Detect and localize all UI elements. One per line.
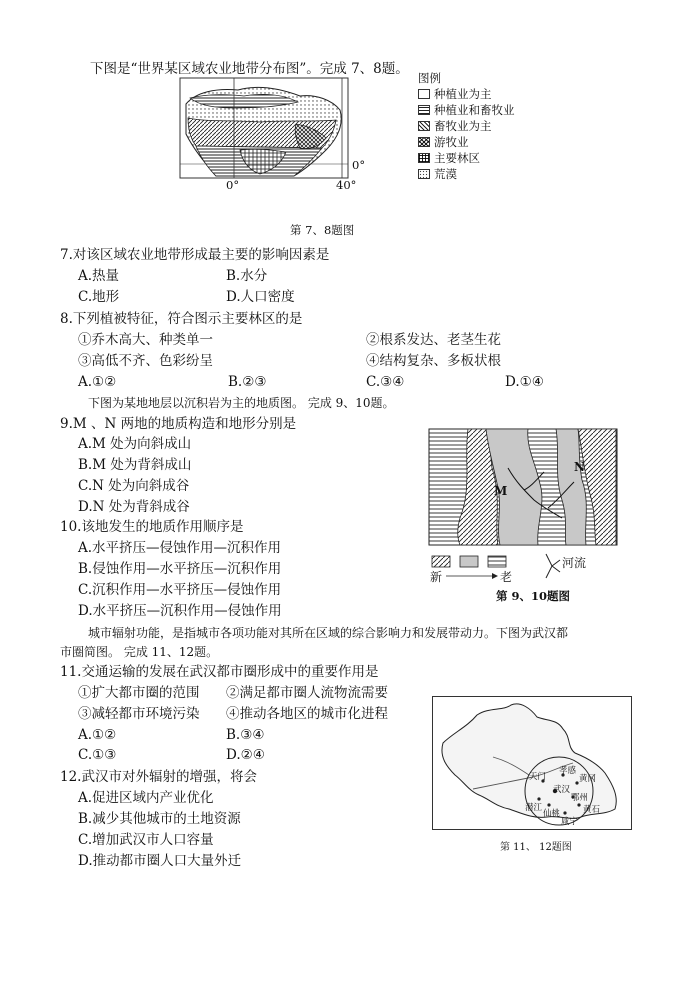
legend-label: 主要林区 <box>434 151 480 165</box>
q12-option-b: B.减少其他城市的土地资源 <box>78 811 241 827</box>
q7-option-c: C.地形 <box>78 289 120 305</box>
city-label: 武汉 <box>553 785 571 795</box>
legend-label: 畜牧业为主 <box>434 119 492 133</box>
legend-swatch <box>418 89 430 99</box>
q7-option-d: D.人口密度 <box>226 289 295 305</box>
q11-option-c: C.①③ <box>78 747 117 763</box>
intro-11-12-line2: 市圈简图。 完成 11、12题。 <box>60 645 219 659</box>
q9-stem: 9.M 、N 两地的地质构造和地形分别是 <box>60 416 297 432</box>
legend-item <box>418 86 492 102</box>
q11-item-4: ④推动各地区的城市化进程 <box>226 706 388 722</box>
city-label: 黄石 <box>583 805 601 815</box>
q11-item-1: ①扩大都市圈的范围 <box>78 685 200 701</box>
legend-label: 荒漠 <box>434 167 457 181</box>
q12-option-a: A.促进区域内产业优化 <box>78 790 214 806</box>
q10-option-a: A.水平挤压—侵蚀作用—沉积作用 <box>78 540 282 556</box>
q7-stem: 7.对该区域农业地带形成最主要的影响因素是 <box>60 247 330 263</box>
legend-new: 新 <box>430 570 443 584</box>
figure-caption-11-12: 第 11、 12题图 <box>500 842 572 853</box>
legend-item <box>418 102 515 118</box>
q8-stem: 8.下列植被特征，符合图示主要林区的是 <box>60 311 303 327</box>
legend-old: 老 <box>500 570 513 584</box>
city-label: 黄冈 <box>579 774 597 784</box>
q8-option-a: A.①② <box>78 374 117 390</box>
figure-caption-9-10: 第 9、10题图 <box>496 589 571 603</box>
legend-label: 种植业和畜牧业 <box>434 103 515 117</box>
q11-option-a: A.①② <box>78 727 117 743</box>
q12-stem: 12.武汉市对外辐射的增强，将会 <box>60 769 257 785</box>
map-tick-40-lon: 40° <box>336 178 357 192</box>
q11-item-3: ③减轻都市环境污染 <box>78 706 200 722</box>
label-n: N <box>574 460 585 474</box>
q9-option-c: C.N 处为向斜成谷 <box>78 478 190 494</box>
q8-item-1: ①乔木高大、种类单一 <box>78 332 213 348</box>
q8-option-c: C.③④ <box>366 374 405 390</box>
q8-option-b: B.②③ <box>228 374 267 390</box>
label-m: M <box>494 484 508 498</box>
map-tick-0-lon: 0° <box>226 178 240 192</box>
geology-map <box>428 428 628 600</box>
city-label: 仙桃 <box>543 809 561 819</box>
q8-option-d: D.①④ <box>505 374 544 390</box>
q9-option-a: A.M 处为向斜成山 <box>78 436 192 452</box>
legend-label: 种植业为主 <box>434 87 492 101</box>
wuhan-map-figure <box>432 696 632 830</box>
city-label: 鄂州 <box>571 793 589 803</box>
legend-swatch <box>418 121 430 131</box>
q7-option-a: A.热量 <box>78 268 120 284</box>
map-legend-title: 图例 <box>418 71 441 85</box>
q11-stem: 11.交通运输的发展在武汉都市圈形成中的重要作用是 <box>60 664 379 680</box>
geology-map-figure <box>428 428 628 600</box>
q10-option-c: C.沉积作用—水平挤压—侵蚀作用 <box>78 582 282 598</box>
legend-swatch <box>418 169 430 179</box>
q12-option-d: D.推动都市圈人口大量外迁 <box>78 853 242 869</box>
q11-option-d: D.②④ <box>226 747 265 763</box>
q10-option-d: D.水平挤压—沉积作用—侵蚀作用 <box>78 603 282 619</box>
q9-option-b: B.M 处为背斜成山 <box>78 457 192 473</box>
q8-item-2: ②根系发达、老茎生花 <box>366 332 501 348</box>
q8-item-4: ④结构复杂、多板状根 <box>366 353 501 369</box>
q11-option-b: B.③④ <box>226 727 265 743</box>
legend-item <box>418 118 492 134</box>
legend-item <box>418 150 480 166</box>
intro-11-12-line1: 城市辐射功能，是指城市各项功能对其所在区域的综合影响力和发展带动力。下图为武汉都 <box>88 626 569 640</box>
city-label: 孝感 <box>559 766 577 776</box>
city-label: 咸宁 <box>561 817 579 827</box>
legend-label: 游牧业 <box>434 135 469 149</box>
legend-item <box>418 134 469 150</box>
city-label: 潜江 <box>525 803 543 813</box>
q11-item-2: ②满足都市圈人流物流需要 <box>226 685 388 701</box>
q10-option-b: B.侵蚀作用—水平挤压—沉积作用 <box>78 561 282 577</box>
legend-swatch <box>418 137 430 147</box>
q8-item-3: ③高低不齐、色彩纷呈 <box>78 353 213 369</box>
q12-option-c: C.增加武汉市人口容量 <box>78 832 214 848</box>
intro-9-10: 下图为某地地层以沉积岩为主的地质图。 完成 9、10题。 <box>88 396 395 410</box>
figure-caption-7-8: 第 7、8题图 <box>290 223 355 237</box>
q10-stem: 10.该地发生的地质作用顺序是 <box>60 519 244 535</box>
q7-option-b: B.水分 <box>226 268 268 284</box>
q9-option-d: D.N 处为背斜成谷 <box>78 499 190 515</box>
city-label: 天门 <box>529 772 547 782</box>
legend-river: 河流 <box>562 556 587 570</box>
agriculture-map-figure <box>176 76 576 198</box>
map-tick-0-lat: 0° <box>352 158 366 172</box>
legend-swatch <box>418 105 430 115</box>
legend-item <box>418 166 457 182</box>
legend-swatch <box>418 153 430 163</box>
intro-7-8: 下图是“世界某区域农业地带分布图”。完成 7、8题。 <box>90 61 409 77</box>
